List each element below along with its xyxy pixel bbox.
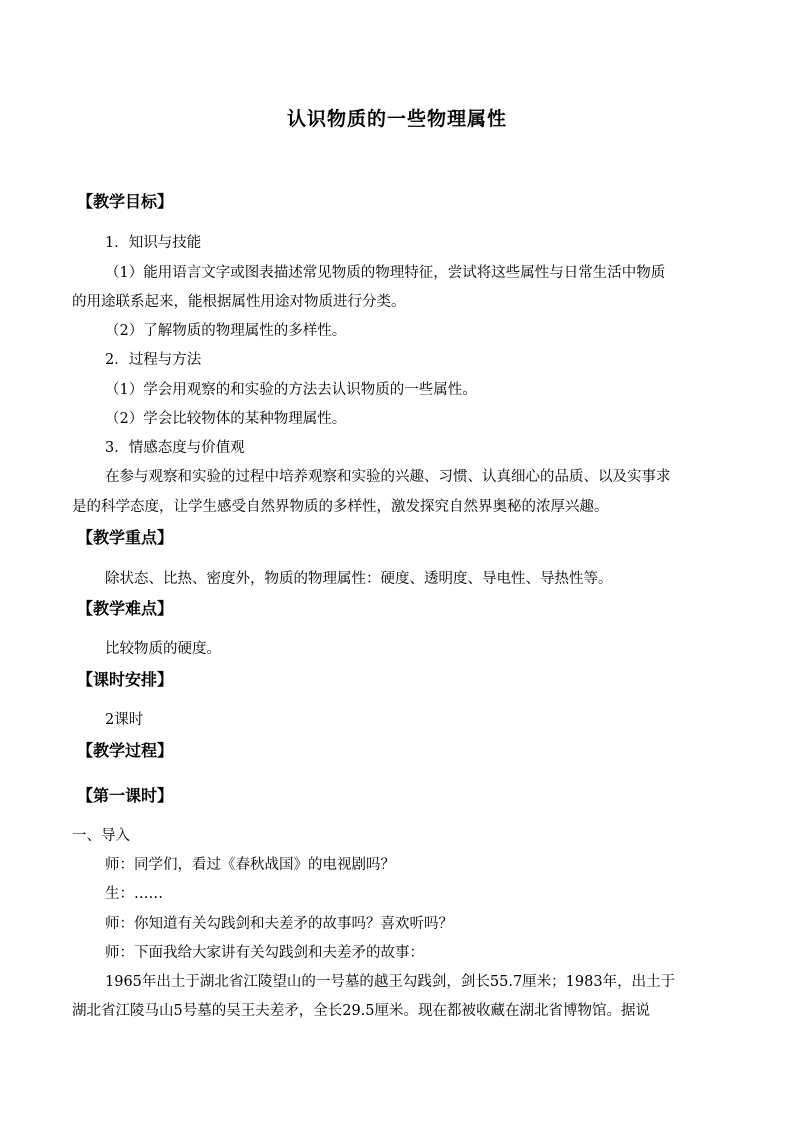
first-lesson-heading: 【第一课时】	[77, 786, 174, 805]
objective-3-title: 3．情感态度与价值观	[105, 440, 245, 456]
objective-1-title: 1．知识与技能	[105, 235, 202, 251]
process-heading: 【教学过程】	[77, 741, 174, 760]
page-title: 认识物质的一些物理属性	[286, 108, 507, 130]
story-line-b: 湖北省江陵马山5号墓的吴王夫差矛，全长29.5厘米。现在都被收藏在湖北省博物馆。据说	[72, 1003, 651, 1019]
key-points-text: 除状态、比热、密度外，物质的物理属性：硬度、透明度、导电性、导热性等。	[105, 571, 613, 587]
objective-1-2: （2）了解物质的物理属性的多样性。	[105, 323, 347, 339]
difficulties-heading: 【教学难点】	[77, 599, 174, 618]
objective-3-line-b: 是的科学态度，让学生感受自然界物质的多样性，激发探究自然界奥秘的浓厚兴趣。	[72, 499, 609, 515]
objective-1-1-line-b: 的用途联系起来，能根据属性用途对物质进行分类。	[72, 294, 406, 310]
story-line-a: 1965年出土于湖北省江陵望山的一号墓的越王勾践剑，剑长55.7厘米；1983年，出土于	[105, 974, 676, 990]
objective-3-line-a: 在参与观察和实验的过程中培养观察和实验的兴趣、习惯、认真细心的品质、以及实事求	[105, 469, 671, 485]
section-intro: 一、导入	[72, 828, 130, 844]
objective-1-1-line-a: （1）能用语言文字或图表描述常见物质的物理特征，尝试将这些属性与日常生活中物质	[105, 265, 666, 281]
objective-2-1: （1）学会用观察的和实验的方法去认识物质的一些属性。	[105, 382, 477, 398]
key-points-heading: 【教学重点】	[77, 528, 174, 547]
difficulties-text: 比较物质的硬度。	[105, 641, 221, 657]
schedule-text: 2课时	[105, 712, 144, 728]
objective-2-title: 2．过程与方法	[105, 352, 202, 368]
dialogue-line-4: 师：下面我给大家讲有关勾践剑和夫差矛的故事：	[105, 945, 424, 961]
dialogue-line-3: 师：你知道有关勾践剑和夫差矛的故事吗？喜欢听吗？	[105, 916, 453, 932]
objective-2-2: （2）学会比较物体的某种物理属性。	[105, 411, 347, 427]
objectives-heading: 【教学目标】	[77, 192, 174, 211]
schedule-heading: 【课时安排】	[77, 670, 174, 689]
dialogue-line-2: 生：……	[105, 886, 163, 902]
dialogue-line-1: 师：同学们，看过《春秋战国》的电视剧吗？	[105, 857, 395, 873]
